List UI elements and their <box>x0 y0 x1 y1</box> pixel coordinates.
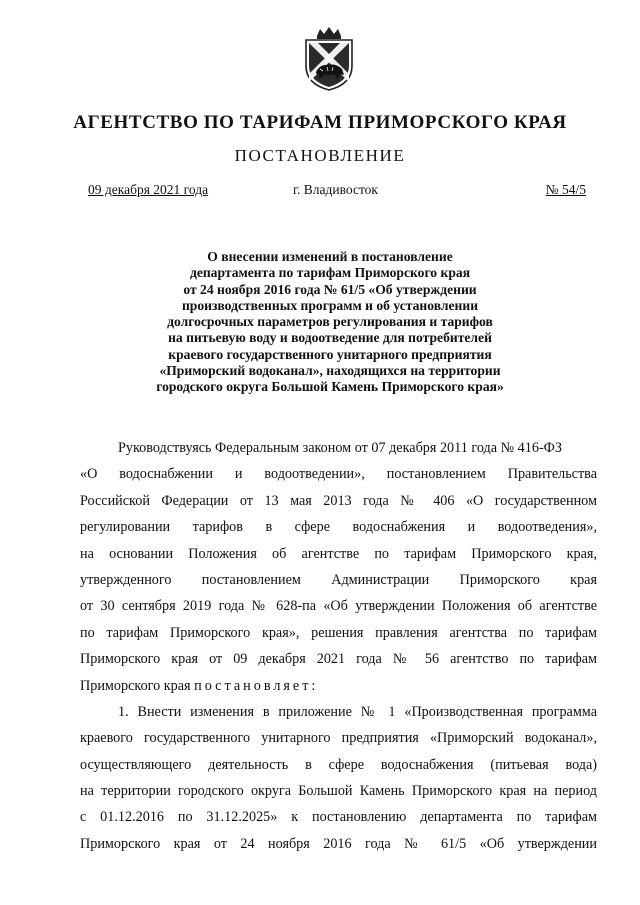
body-line: Российской Федерации от 13 мая 2013 года № 406 «О государственном <box>80 492 597 509</box>
subject-line: на питьевую воду и водоотведение для потребителей <box>168 330 492 346</box>
body-line: регулировании тарифов в сфере водоснабжения и водоотведения», <box>80 519 597 536</box>
body-line: с 01.12.2016 по 31.12.2025» к постановлению департамента по тарифам <box>80 809 597 826</box>
subject-line: О внесении изменений в постановление <box>207 249 453 264</box>
body-line: Руководствуясь Федеральным законом от 07 декабря 2011 года № 416-ФЗ <box>118 440 562 456</box>
subject-line: краевого государственного унитарного предприятия <box>168 346 492 362</box>
subject-line: «Приморский водоканал», находящихся на территории <box>159 363 501 379</box>
document-number: № 54/5 <box>545 182 586 197</box>
body-line: на основании Положения об агентстве по тарифам Приморского края, <box>80 545 597 562</box>
body-line: 1. Внести изменения в приложение № 1 «Производственная программа <box>118 703 597 720</box>
subject-line: департамента по тарифам Приморского края <box>189 265 471 281</box>
body-line: по тарифам Приморского края», решения правления агентства по тарифам <box>80 624 597 641</box>
resolution-word: постановляет: <box>194 677 319 694</box>
body-line: на территории городского округа Большой Камень Приморского края на период <box>80 783 597 800</box>
body-line: Приморского края от 09 декабря 2021 года № 56 агентство по тарифам <box>80 651 597 668</box>
subject-line: производственных программ и об установлении <box>181 297 479 313</box>
body-line: утвержденного постановлением Администрации Приморского края <box>80 571 597 588</box>
agency-title: АГЕНТСТВО ПО ТАРИФАМ ПРИМОРСКОГО КРАЯ <box>73 112 567 133</box>
coat-of-arms-icon <box>300 26 358 92</box>
subject-line: городского округа Большой Камень Приморского края» <box>156 379 504 395</box>
document-date: 09 декабря 2021 года <box>88 182 209 197</box>
body-line: «О водоснабжении и водоотведении», постановлением Правительства <box>80 466 597 483</box>
subject-line: от 24 ноября 2016 года № 61/5 «Об утверждении <box>183 281 477 297</box>
document-body <box>80 435 597 857</box>
document-meta <box>88 182 586 202</box>
body-line-resolution <box>80 673 597 699</box>
document-subject <box>120 249 540 396</box>
subject-line: долгосрочных параметров регулирования и тарифов <box>167 314 493 330</box>
document-city: г. Владивосток <box>293 182 378 197</box>
body-line: осуществляющего деятельность в сфере водоснабжения (питьевая вода) <box>80 756 597 773</box>
document-type: ПОСТАНОВЛЕНИЕ <box>234 146 406 165</box>
body-line: Приморского края от 24 ноября 2016 года № 61/5 «Об утверждении <box>80 835 597 852</box>
body-line: от 30 сентября 2019 года № 628-па «Об утверждении Положения об агентстве <box>80 598 597 615</box>
body-line-prefix: Приморского края <box>80 677 195 694</box>
body-line: краевого государственного унитарного предприятия «Приморский водоканал», <box>80 730 597 747</box>
